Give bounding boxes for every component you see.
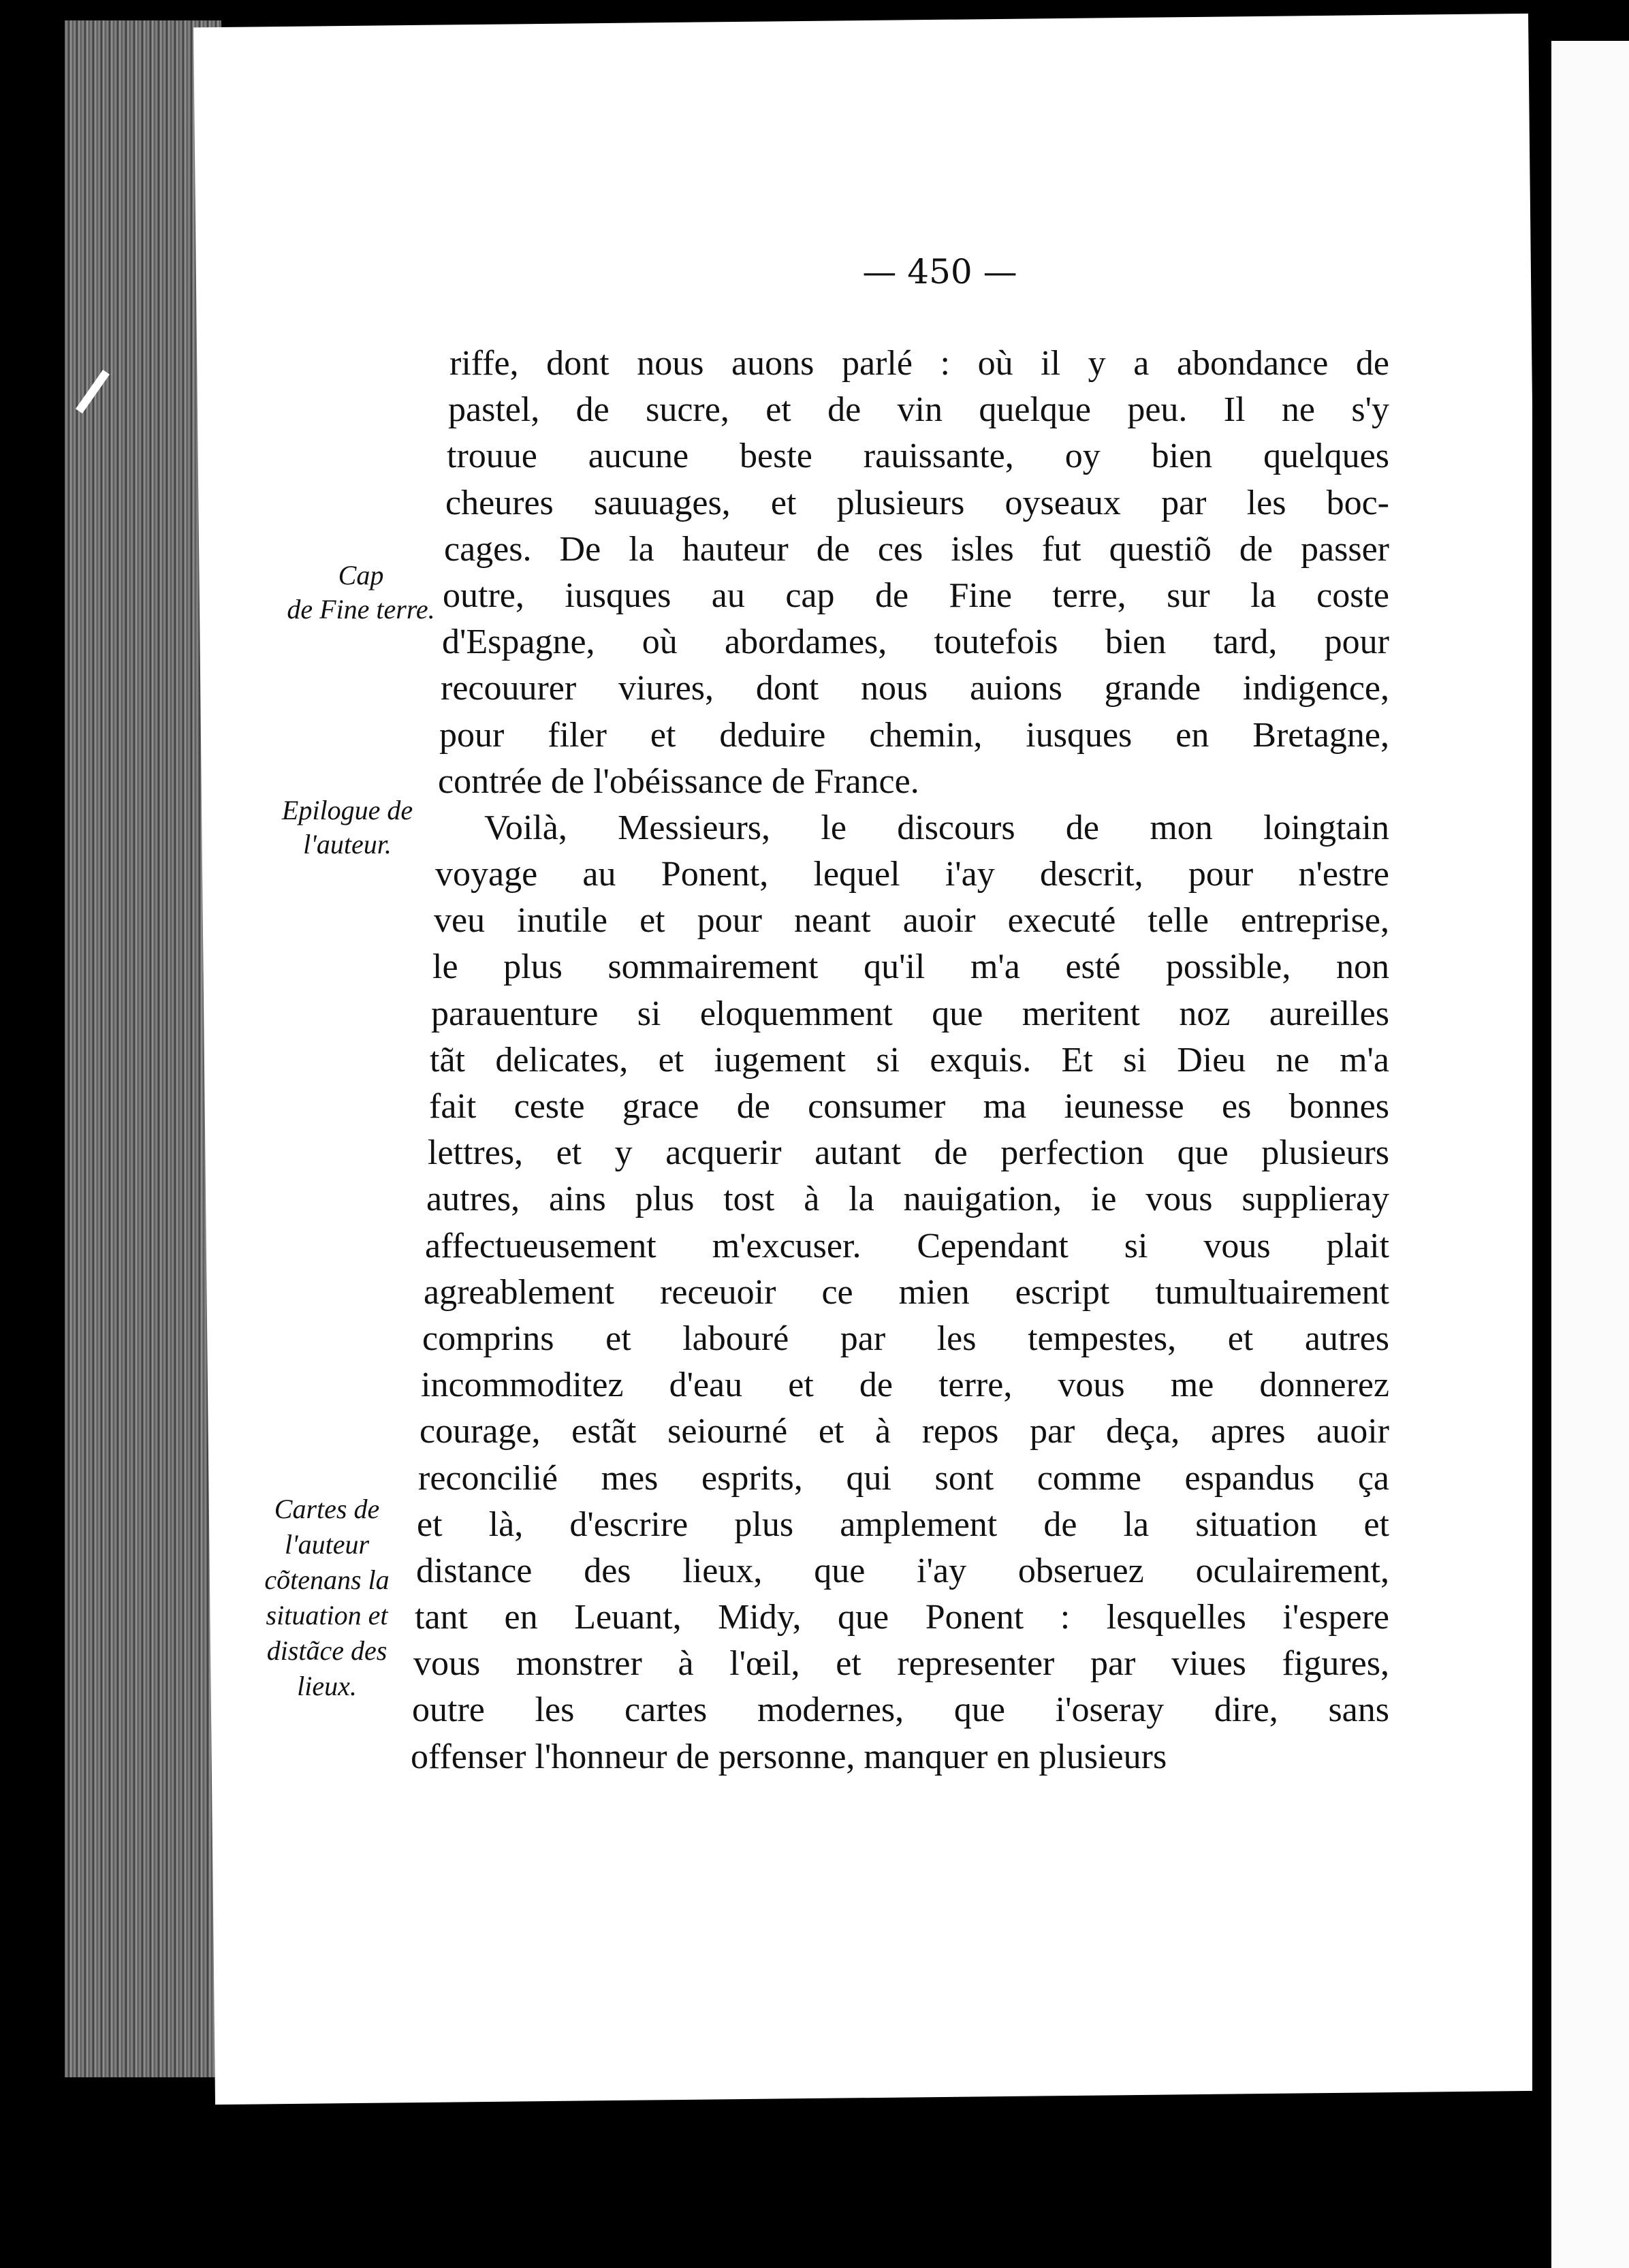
text-line: d'Espagne, où abordames, toutefois bien tard, pour	[442, 623, 1389, 662]
text-line: courage, estãt seiourné et à repos par deça, apres auoir	[420, 1412, 1389, 1451]
text-line: cages. De la hauteur de ces isles fut questiõ de passer	[444, 529, 1389, 569]
body-text	[411, 341, 1389, 1780]
margin-note-cartes	[238, 1492, 415, 1704]
margin-note-line: lieux.	[297, 1671, 357, 1701]
text-line: fait ceste grace de consumer ma ieunesse es bonnes	[429, 1087, 1389, 1126]
margin-note-epilogue	[259, 793, 436, 862]
margin-note-line: Cap	[338, 560, 384, 590]
text-line: offenser l'honneur de personne, manquer en plusieurs	[411, 1737, 1167, 1776]
margin-note-line: Epilogue de	[281, 795, 413, 825]
text-line: riffe, dont nous auons parlé : où il y a abondance de	[449, 344, 1389, 383]
text-line: tãt delicates, et iugement si exquis. Et si Dieu ne m'a	[430, 1040, 1389, 1080]
text-line: pastel, de sucre, et de vin quelque peu. Il ne s'y	[448, 390, 1389, 430]
margin-note-cap	[259, 558, 463, 627]
text-line: parauenture si eloquemment que meritent noz aureilles	[431, 994, 1389, 1033]
page-number: — 450 —	[862, 252, 1017, 292]
margin-note-line: cõtenans la	[264, 1564, 390, 1595]
text-line: recouurer viures, dont nous auions grande indigence,	[441, 669, 1389, 708]
margin-note-line: l'auteur	[284, 1529, 370, 1560]
text-line: agreablement receuoir ce mien escript tumultuairement	[424, 1272, 1389, 1312]
text-line: tant en Leuant, Midy, que Ponent : lesquelles i'espere	[415, 1598, 1389, 1637]
margin-note-line: de Fine terre.	[287, 594, 435, 625]
margin-note-line: l'auteur.	[303, 829, 392, 860]
text-line: trouue aucune beste rauissante, oy bien quelques	[447, 437, 1389, 476]
text-line: voyage au Ponent, lequel i'ay descrit, pour n'estre	[435, 855, 1389, 894]
text-line: affectueusement m'excuser. Cependant si vous plait	[425, 1226, 1389, 1265]
margin-note-line: situation et	[266, 1600, 388, 1631]
text-line: cheures sauuages, et plusieurs oyseaux par les boc-	[445, 483, 1389, 522]
text-line: et là, d'escrire plus amplement de la situation et	[417, 1505, 1389, 1544]
text-line: contrée de l'obéissance de France.	[438, 761, 919, 801]
text-line: le plus sommairement qu'il m'a esté possible, non	[432, 947, 1389, 987]
text-line: reconcilié mes esprits, qui sont comme espandus ça	[418, 1458, 1389, 1498]
margin-note-line: distãce des	[266, 1635, 388, 1666]
text-line: comprins et labouré par les tempestes, et autres	[422, 1319, 1389, 1358]
text-line: veu inutile et pour neant auoir executé telle entreprise,	[434, 901, 1389, 941]
text-line: Voilà, Messieurs, le discours de mon loingtain	[484, 808, 1389, 847]
text-line: distance des lieux, que i'ay obseruez oculairement,	[416, 1551, 1389, 1590]
text-line: autres, ains plus tost à la nauigation, ie vous supplieray	[426, 1180, 1389, 1219]
text-line: vous monstrer à l'œil, et representer par viues figures,	[413, 1644, 1389, 1684]
text-line: outre, iusques au cap de Fine terre, sur la coste	[443, 576, 1389, 615]
text-line: lettres, et y acquerir autant de perfection que plusieurs	[428, 1133, 1389, 1173]
facing-page-edge	[1551, 41, 1629, 2268]
page-gutter	[1532, 20, 1553, 2268]
text-line: outre les cartes modernes, que i'oseray dire, sans	[412, 1690, 1389, 1730]
text-line: pour filer et deduire chemin, iusques en Bretagne,	[439, 715, 1389, 755]
margin-note-line: Cartes de	[274, 1494, 380, 1524]
text-line: incommoditez d'eau et de terre, vous me donnerez	[421, 1366, 1389, 1405]
